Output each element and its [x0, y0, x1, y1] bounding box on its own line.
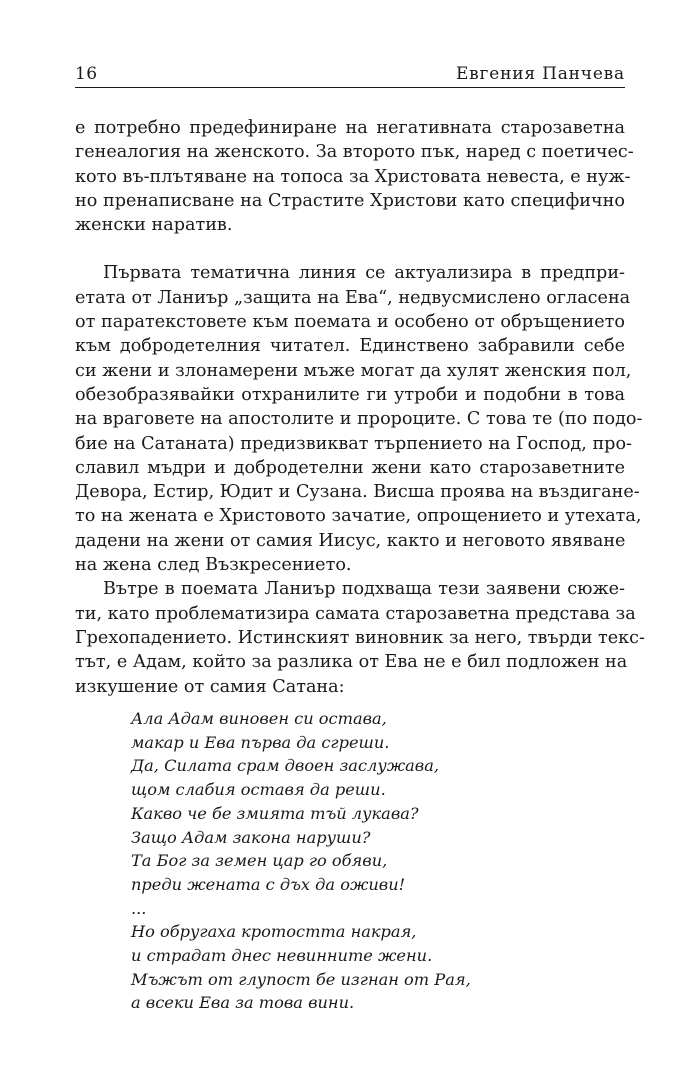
poem-line: а всеки Ева за това вини.: [131, 993, 355, 1013]
poem-line: Ала Адам виновен си остава,: [131, 709, 387, 728]
text-line: кото въ-плътяване на топоса за Христовата невеста, е нуж-: [75, 166, 631, 187]
paragraph-3: [75, 577, 645, 698]
author-running-head: Евгения Панчева: [455, 64, 625, 84]
poem-line: щом слабия оставя да реши.: [131, 780, 386, 800]
text-line: дадени на жени от самия Иисус, както и неговото явяване: [75, 530, 626, 551]
text-line: то на жената е Христовото зачатие, опрощението и утехата,: [75, 506, 642, 527]
text-line: женски наратив.: [75, 215, 233, 236]
text-line: Вътре в поемата Ланиър подхваща тези заявени сюже-: [103, 579, 625, 600]
poem-line: Защо Адам закона наруши?: [131, 827, 371, 847]
text-line: бие на Сатаната) предизвикват търпението на Господ, про-: [75, 433, 632, 454]
poem-line: Но обругаха кротостта накрая,: [131, 922, 417, 942]
poem-line: макар и Ева първа да сгреши.: [131, 732, 390, 752]
text-line: си жени и злонамерени мъже могат да хулят женския пол,: [75, 360, 632, 381]
poem-line: Та Бог за земен цар го обяви,: [131, 851, 388, 871]
poem-quote: [131, 707, 551, 1015]
paragraph-gap: [75, 237, 625, 261]
paragraph-1: [75, 116, 634, 237]
text-line: от паратекстовете към поемата и особено от обръщението: [75, 312, 625, 333]
text-line: на враговете на апостолите и пророците. С това те (по подо-: [75, 409, 643, 430]
text-line: ти, като проблематизира самата старозаветна представа за: [75, 603, 636, 624]
poem-line: Какво че бе змията тъй лукава?: [131, 803, 419, 823]
text-line: но пренаписване на Страстите Христови като специфично: [75, 190, 625, 211]
text-line: етата от Ланиър „защита на Ева“, недвусмислено огласена: [75, 287, 631, 308]
poem-line: Мъжът от глупост бе изгнан от Рая,: [131, 969, 471, 989]
page-number: 16: [75, 64, 98, 84]
text-line: генеалогия на женското. За второто пък, наред с поетичес-: [75, 142, 634, 163]
text-line: на жена след Възкресението.: [75, 555, 352, 576]
text-line: тът, е Адам, който за разлика от Ева не е бил подложен на: [75, 652, 628, 673]
running-header: [75, 60, 625, 88]
text-line: изкушение от самия Сатана:: [75, 676, 345, 697]
text-line: Грехопадението. Истинският виновник за него, твърди текс-: [75, 627, 645, 648]
poem-line: преди жената с дъх да оживи!: [131, 874, 406, 894]
poem-line: Да, Силата срам двоен заслужава,: [131, 756, 439, 776]
body-text: [75, 116, 645, 699]
poem-line: и страдат днес невинните жени.: [131, 946, 433, 966]
paragraph-2: [75, 261, 643, 577]
text-line: към добродетелния читател. Единствено забравили себе: [75, 336, 625, 357]
text-line: Девора, Естир, Юдит и Сузана. Висша проява на въздигане-: [75, 482, 640, 503]
text-line: славил мъдри и добродетелни жени като старозаветните: [75, 457, 625, 478]
poem-ellipsis: ...: [131, 898, 147, 918]
text-line: Първата тематична линия се актуализира в предпри-: [103, 263, 625, 284]
text-line: е потребно предефиниране на негативната старозаветна: [75, 118, 625, 138]
text-line: обезобразявайки отхранилите ги утроби и подобни в това: [75, 384, 625, 405]
